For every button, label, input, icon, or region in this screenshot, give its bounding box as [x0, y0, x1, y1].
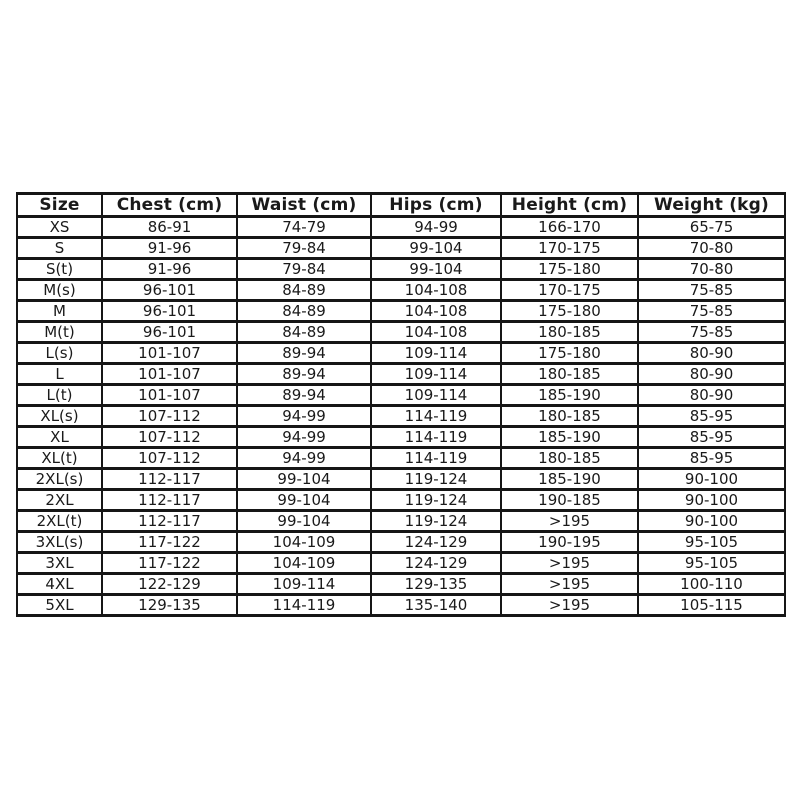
- size-label-cell: 2XL: [17, 490, 102, 511]
- column-header: Weight (kg): [638, 194, 785, 217]
- measurement-cell: 89-94: [237, 364, 371, 385]
- measurement-cell: 90-100: [638, 511, 785, 532]
- size-label-cell: M: [17, 301, 102, 322]
- measurement-cell: 95-105: [638, 532, 785, 553]
- measurement-cell: >195: [501, 574, 638, 595]
- measurement-cell: 112-117: [102, 511, 237, 532]
- size-label-cell: 3XL: [17, 553, 102, 574]
- measurement-cell: 104-109: [237, 553, 371, 574]
- measurement-cell: 109-114: [237, 574, 371, 595]
- measurement-cell: 122-129: [102, 574, 237, 595]
- measurement-cell: 94-99: [371, 217, 501, 238]
- table-row: [17, 238, 785, 259]
- measurement-cell: 170-175: [501, 238, 638, 259]
- measurement-cell: 80-90: [638, 343, 785, 364]
- size-label-cell: XL: [17, 427, 102, 448]
- measurement-cell: 124-129: [371, 532, 501, 553]
- size-label-cell: M(s): [17, 280, 102, 301]
- measurement-cell: 180-185: [501, 448, 638, 469]
- measurement-cell: 96-101: [102, 322, 237, 343]
- table-row: [17, 595, 785, 616]
- measurement-cell: 114-119: [371, 406, 501, 427]
- measurement-cell: 117-122: [102, 553, 237, 574]
- measurement-cell: 109-114: [371, 343, 501, 364]
- size-label-cell: XL(t): [17, 448, 102, 469]
- measurement-cell: 175-180: [501, 301, 638, 322]
- measurement-cell: 135-140: [371, 595, 501, 616]
- column-header: Waist (cm): [237, 194, 371, 217]
- measurement-cell: >195: [501, 511, 638, 532]
- measurement-cell: 90-100: [638, 490, 785, 511]
- measurement-cell: 114-119: [371, 427, 501, 448]
- size-label-cell: 2XL(s): [17, 469, 102, 490]
- measurement-cell: >195: [501, 595, 638, 616]
- size-label-cell: L(s): [17, 343, 102, 364]
- size-label-cell: 3XL(s): [17, 532, 102, 553]
- measurement-cell: 99-104: [371, 238, 501, 259]
- measurement-cell: 90-100: [638, 469, 785, 490]
- table-row: [17, 448, 785, 469]
- measurement-cell: 104-108: [371, 301, 501, 322]
- measurement-cell: 112-117: [102, 469, 237, 490]
- measurement-cell: 84-89: [237, 322, 371, 343]
- table-row: [17, 427, 785, 448]
- measurement-cell: 119-124: [371, 511, 501, 532]
- measurement-cell: 180-185: [501, 406, 638, 427]
- size-chart-table: [16, 192, 786, 617]
- measurement-cell: 109-114: [371, 385, 501, 406]
- measurement-cell: 185-190: [501, 427, 638, 448]
- measurement-cell: 104-109: [237, 532, 371, 553]
- measurement-cell: 99-104: [371, 259, 501, 280]
- table-row: [17, 469, 785, 490]
- table-row: [17, 280, 785, 301]
- table-row: [17, 385, 785, 406]
- measurement-cell: 129-135: [371, 574, 501, 595]
- measurement-cell: 100-110: [638, 574, 785, 595]
- table-row: [17, 511, 785, 532]
- table-row: [17, 532, 785, 553]
- measurement-cell: 175-180: [501, 259, 638, 280]
- measurement-cell: 89-94: [237, 385, 371, 406]
- measurement-cell: 180-185: [501, 364, 638, 385]
- size-label-cell: XS: [17, 217, 102, 238]
- size-label-cell: S: [17, 238, 102, 259]
- measurement-cell: 107-112: [102, 427, 237, 448]
- size-chart-header: [17, 194, 785, 217]
- table-row: [17, 406, 785, 427]
- measurement-cell: 104-108: [371, 280, 501, 301]
- measurement-cell: 94-99: [237, 406, 371, 427]
- measurement-cell: 117-122: [102, 532, 237, 553]
- size-label-cell: 2XL(t): [17, 511, 102, 532]
- measurement-cell: 99-104: [237, 511, 371, 532]
- measurement-cell: 101-107: [102, 385, 237, 406]
- measurement-cell: 175-180: [501, 343, 638, 364]
- measurement-cell: 114-119: [237, 595, 371, 616]
- measurement-cell: 94-99: [237, 448, 371, 469]
- table-row: [17, 343, 785, 364]
- measurement-cell: 74-79: [237, 217, 371, 238]
- table-row: [17, 301, 785, 322]
- size-chart: [16, 192, 784, 617]
- measurement-cell: 104-108: [371, 322, 501, 343]
- measurement-cell: 119-124: [371, 469, 501, 490]
- size-label-cell: S(t): [17, 259, 102, 280]
- measurement-cell: 65-75: [638, 217, 785, 238]
- measurement-cell: 185-190: [501, 385, 638, 406]
- size-label-cell: 4XL: [17, 574, 102, 595]
- measurement-cell: 112-117: [102, 490, 237, 511]
- measurement-cell: 101-107: [102, 364, 237, 385]
- table-row: [17, 364, 785, 385]
- measurement-cell: 166-170: [501, 217, 638, 238]
- header-row: [17, 194, 785, 217]
- size-label-cell: M(t): [17, 322, 102, 343]
- measurement-cell: 129-135: [102, 595, 237, 616]
- measurement-cell: 75-85: [638, 301, 785, 322]
- measurement-cell: 84-89: [237, 301, 371, 322]
- measurement-cell: 124-129: [371, 553, 501, 574]
- measurement-cell: 75-85: [638, 280, 785, 301]
- table-row: [17, 574, 785, 595]
- column-header: Size: [17, 194, 102, 217]
- measurement-cell: 114-119: [371, 448, 501, 469]
- measurement-cell: 80-90: [638, 364, 785, 385]
- measurement-cell: 96-101: [102, 301, 237, 322]
- column-header: Hips (cm): [371, 194, 501, 217]
- measurement-cell: 95-105: [638, 553, 785, 574]
- measurement-cell: 190-195: [501, 532, 638, 553]
- measurement-cell: 84-89: [237, 280, 371, 301]
- measurement-cell: 109-114: [371, 364, 501, 385]
- measurement-cell: 70-80: [638, 238, 785, 259]
- measurement-cell: 94-99: [237, 427, 371, 448]
- table-row: [17, 553, 785, 574]
- measurement-cell: 85-95: [638, 406, 785, 427]
- table-row: [17, 322, 785, 343]
- column-header: Height (cm): [501, 194, 638, 217]
- measurement-cell: 85-95: [638, 427, 785, 448]
- measurement-cell: 101-107: [102, 343, 237, 364]
- size-label-cell: 5XL: [17, 595, 102, 616]
- size-chart-body: [17, 217, 785, 616]
- size-label-cell: L: [17, 364, 102, 385]
- measurement-cell: 85-95: [638, 448, 785, 469]
- measurement-cell: 180-185: [501, 322, 638, 343]
- measurement-cell: 119-124: [371, 490, 501, 511]
- table-row: [17, 490, 785, 511]
- measurement-cell: 91-96: [102, 259, 237, 280]
- measurement-cell: >195: [501, 553, 638, 574]
- size-label-cell: XL(s): [17, 406, 102, 427]
- measurement-cell: 99-104: [237, 469, 371, 490]
- table-row: [17, 217, 785, 238]
- column-header: Chest (cm): [102, 194, 237, 217]
- measurement-cell: 70-80: [638, 259, 785, 280]
- measurement-cell: 89-94: [237, 343, 371, 364]
- measurement-cell: 96-101: [102, 280, 237, 301]
- size-label-cell: L(t): [17, 385, 102, 406]
- measurement-cell: 75-85: [638, 322, 785, 343]
- measurement-cell: 79-84: [237, 259, 371, 280]
- measurement-cell: 170-175: [501, 280, 638, 301]
- measurement-cell: 107-112: [102, 406, 237, 427]
- measurement-cell: 190-185: [501, 490, 638, 511]
- measurement-cell: 107-112: [102, 448, 237, 469]
- table-row: [17, 259, 785, 280]
- measurement-cell: 91-96: [102, 238, 237, 259]
- measurement-cell: 99-104: [237, 490, 371, 511]
- measurement-cell: 79-84: [237, 238, 371, 259]
- measurement-cell: 80-90: [638, 385, 785, 406]
- measurement-cell: 86-91: [102, 217, 237, 238]
- measurement-cell: 185-190: [501, 469, 638, 490]
- measurement-cell: 105-115: [638, 595, 785, 616]
